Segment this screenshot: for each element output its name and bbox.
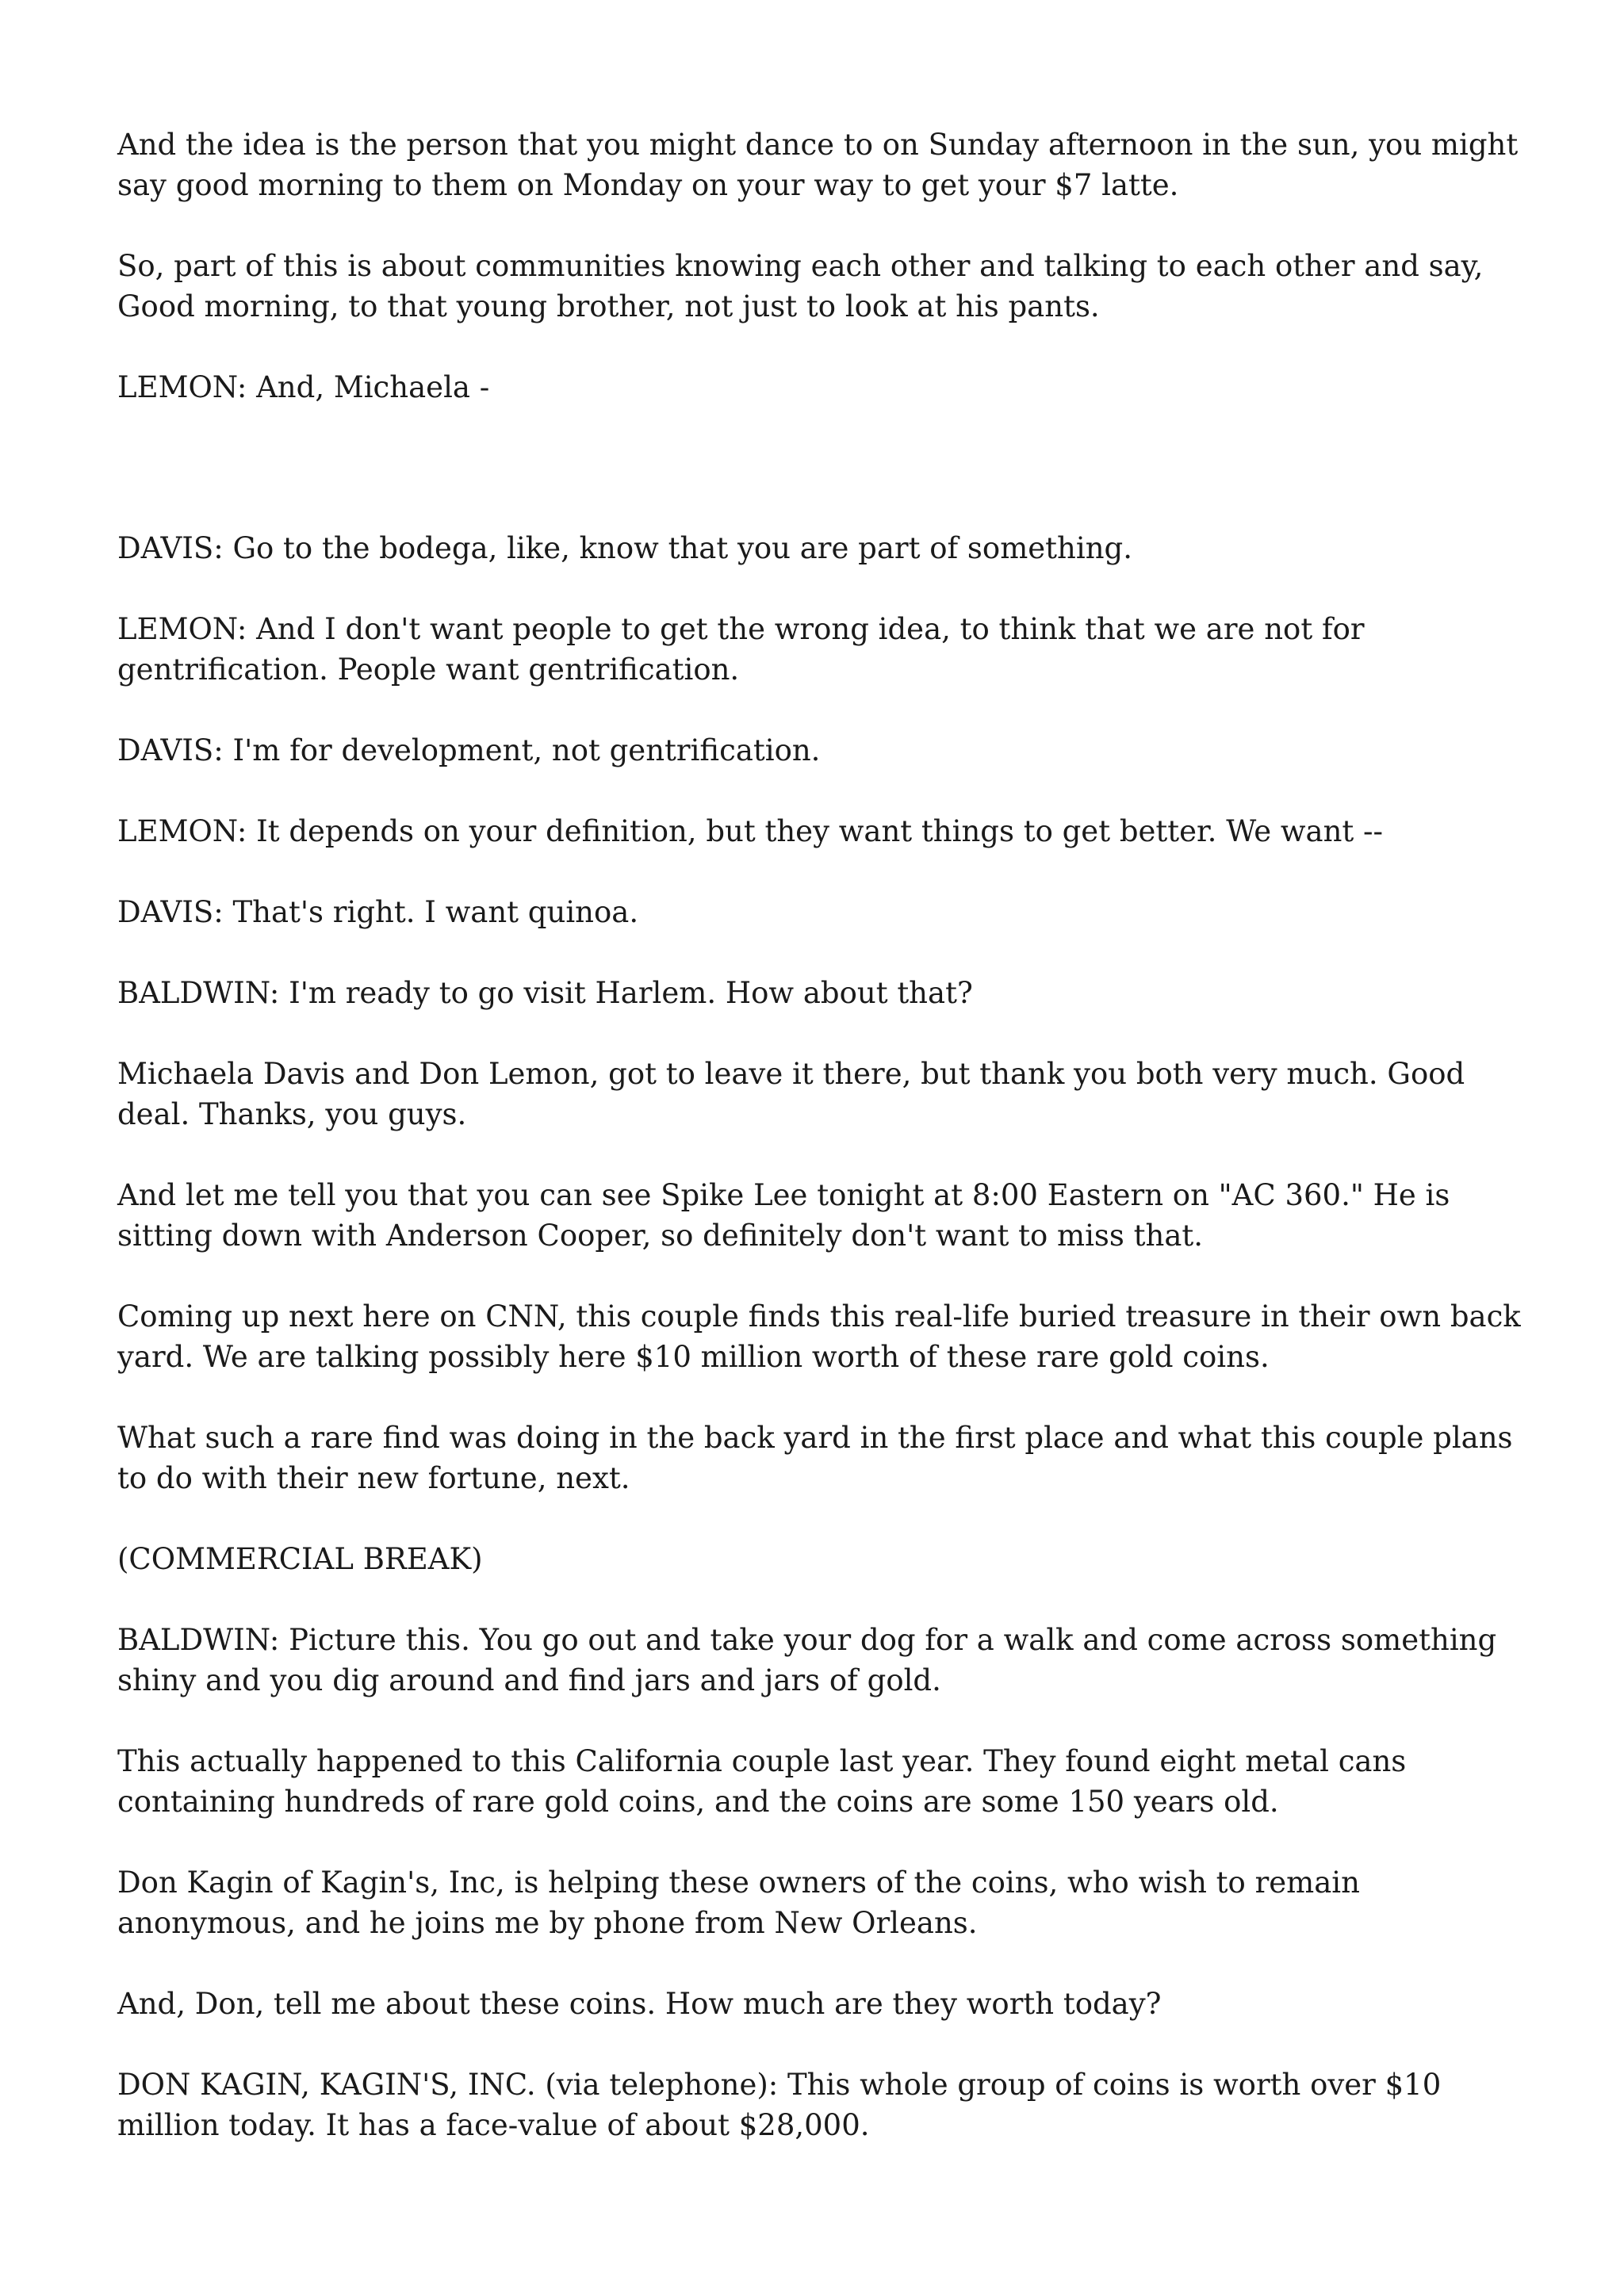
transcript-paragraph: And let me tell you that you can see Spike Lee tonight at 8:00 Eastern on "AC 360." He is sitting down with Anderson Cooper, so definitely don't want to miss that. [117,1178,1450,1253]
transcript-paragraph: LEMON: And I don't want people to get the wrong idea, to think that we are not for gentrification. People want gentrification. [117,612,1365,687]
transcript-paragraph: Michaela Davis and Don Lemon, got to leave it there, but thank you both very much. Good deal. Thanks, you guys. [117,1057,1465,1131]
transcript-paragraph: This actually happened to this California couple last year. They found eight metal cans containing hundreds of rare gold coins, and the coins are some 150 years old. [117,1744,1407,1819]
transcript-paragraph: BALDWIN: I'm ready to go visit Harlem. How about that? [117,976,973,1010]
transcript-paragraph: Don Kagin of Kagin's, Inc, is helping these owners of the coins, who wish to remain anonymous, and he joins me by phone from New Orleans. [117,1866,1360,1940]
transcript-paragraph: DAVIS: Go to the bodega, like, know that you are part of something. [117,531,1132,565]
transcript-paragraph: DAVIS: I'm for development, not gentrification. [117,733,821,767]
transcript-paragraph: DAVIS: That's right. I want quinoa. [117,895,639,929]
transcript-paragraph: LEMON: It depends on your definition, but they want things to get better. We want -- [117,814,1384,848]
transcript-paragraph: Coming up next here on CNN, this couple finds this real-life buried treasure in their own back yard. We are talking possibly here $10 million worth of these rare gold coins. [117,1299,1521,1374]
transcript-paragraph: What such a rare find was doing in the back yard in the first place and what this couple plans to do with their new fortune, next. [117,1421,1513,1495]
transcript-paragraph: DON KAGIN, KAGIN'S, INC. (via telephone): This whole group of coins is worth over $10 million today. It has a face-value of about $28,000. [117,2068,1442,2142]
transcript-paragraph: (COMMERCIAL BREAK) [117,1542,483,1576]
transcript-paragraph: And, Don, tell me about these coins. How much are they worth today? [117,1987,1162,2021]
transcript-paragraph: And the idea is the person that you might dance to on Sunday afternoon in the sun, you might say good morning to them on Monday on your way to get your $7 latte. [117,128,1519,202]
transcript-paragraph: LEMON: And, Michaela - [117,370,490,404]
transcript-paragraph: BALDWIN: Picture this. You go out and take your dog for a walk and come across something shiny and you dig around and find jars and jars of gold. [117,1623,1497,1697]
transcript-paragraph: So, part of this is about communities knowing each other and talking to each other and say, Good morning, to that young brother, not just to look at his pants. [117,249,1484,323]
transcript-page [117,124,1521,2186]
